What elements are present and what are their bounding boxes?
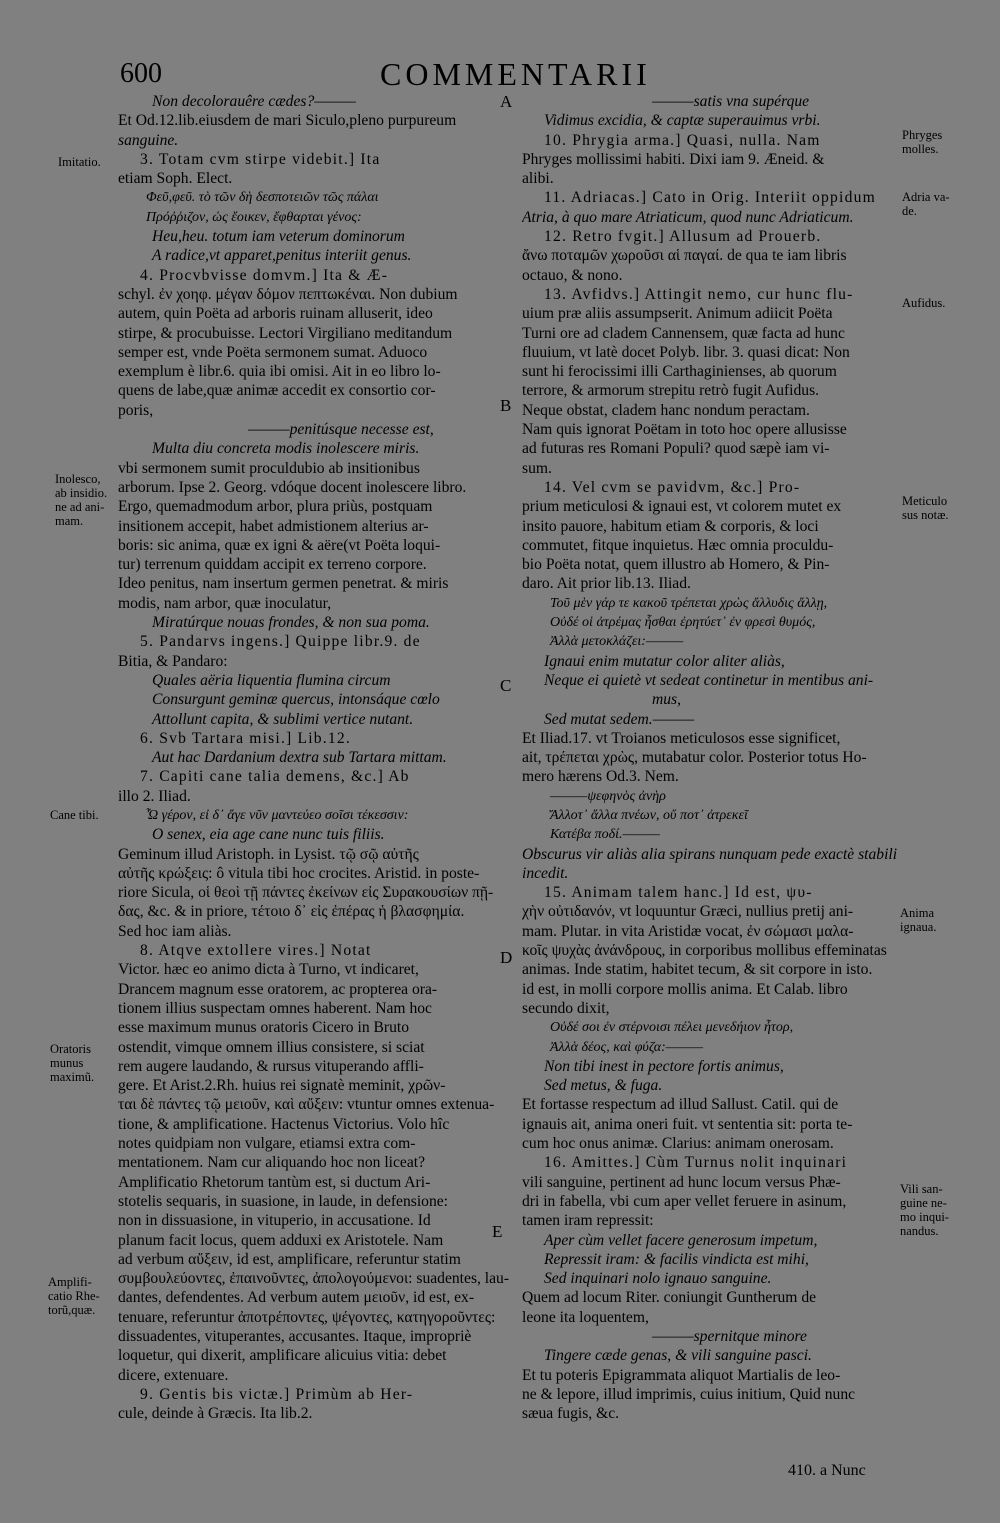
text-line: uium præ aliis assumpserit. Animum adiicit Poëta xyxy=(522,305,833,323)
text-line: 6. Svb Tartara misi.] Lib.12. xyxy=(140,729,351,747)
text-line: Οὐδέ οἱ ἀτρέμας ἧσθαι ἐρητύετ᾽ ἐν φρεσὶ θυμός, xyxy=(550,615,816,631)
text-line: sum. xyxy=(522,459,552,477)
section-letter: E xyxy=(492,1222,503,1241)
text-line: Φεῦ,φεῦ. τὸ τῶν δὴ δεσποτειῶν τῶς πάλαι xyxy=(146,190,379,206)
text-line: Ἀλλὰ μετοκλάζει:——— xyxy=(550,634,684,650)
text-line: ———spernitque minore xyxy=(652,1328,807,1345)
text-line: vili sanguine, pertinent ad hunc locum versus Phæ- xyxy=(522,1173,841,1191)
text-line: Τοῦ μὲν γάρ τε κακοῦ τρέπεται χρὼς ἄλλυδις ἄλλῃ, xyxy=(550,595,828,611)
section-letter: B xyxy=(500,396,512,415)
text-line: 11. Adriacas.] Cato in Orig. Interiit oppidum xyxy=(544,189,876,207)
text-line: Οὐδέ σοι ἐν στέρνοισι πέλει μενεδήιον ἦτορ, xyxy=(550,1020,794,1036)
text-line: prium meticulosi & ignaui est, vt colorem mutet ex xyxy=(522,498,842,516)
text-line: Ergo, quemadmodum arbor, plura priùs, postquam xyxy=(118,498,433,516)
text-line: mus, xyxy=(652,691,682,709)
text-line: Heu,heu. totum iam veterum dominorum xyxy=(152,228,405,246)
text-line: dicere, extenuare. xyxy=(118,1366,229,1384)
text-line: Quales aëria liquentia flumina circum xyxy=(152,671,391,689)
text-line: planum facit locus, quem adduxi ex Aristotele. Nam xyxy=(118,1231,444,1249)
text-line: Ὦ γέρον, εἰ δ᾽ ἄγε νῦν μαντεύεο σοῖσι τέκεσσιν: xyxy=(146,807,409,823)
text-line: alibi. xyxy=(522,170,554,188)
text-line: Multa diu concreta modis inolescere miris. xyxy=(152,440,420,458)
text-line: ———penitúsque necesse est, xyxy=(248,421,434,439)
text-line: tamen iram repressit: xyxy=(522,1212,654,1230)
text-line: συμβουλεύοντες, ἐπαινοῦντες, ἀπολογούμενοι: suadentes, lau- xyxy=(118,1270,510,1288)
text-line: modis, nam arbor, quæ inoculatur, xyxy=(118,594,332,612)
right-column xyxy=(522,92,900,1423)
text-line: stirpe, & procubuisse. Lectori Virgiliano meditandum xyxy=(118,324,453,342)
text-line: 9. Gentis bis victæ.] Primùm ab Her- xyxy=(140,1385,414,1403)
text-line: Attollunt capita, & sublimi vertice nutant. xyxy=(152,710,414,728)
text-line: rem augere laudando, & rursus vituperando affli- xyxy=(118,1057,424,1075)
text-line: Non tibi inest in pectore fortis animus, xyxy=(544,1057,784,1075)
text-line: ostendit, vimque omnem illius consistere, si sciat xyxy=(118,1038,425,1056)
text-line: Sed inquinari nolo ignauo sanguine. xyxy=(544,1270,772,1288)
text-line: gere. Et Arist.2.Rh. huius rei signatè meminit, χρῶν- xyxy=(118,1077,446,1095)
text-line: sunt hi ferocissimi illi Carthaginienses, ab quorum xyxy=(522,363,837,381)
text-line: Amplificatio Rhetorum tantùm est, si ductum Ari- xyxy=(118,1173,431,1191)
text-line: Bitia, & Pandaro: xyxy=(118,652,228,670)
text-line: Ignaui enim mutatur color aliter aliàs, xyxy=(544,652,785,670)
text-line: Et fortasse respectum ad illud Sallust. Catil. qui de xyxy=(522,1096,839,1114)
text-line: ———ψεφηνὸς ἀνὴρ xyxy=(550,788,666,804)
text-line: mentationem. Nam cur aliquando hoc non liceat? xyxy=(118,1154,426,1172)
margin-note: Oratoris munus maximũ. xyxy=(50,1042,95,1084)
text-line: Ἀλλὰ δέος, καὶ φύζα:——— xyxy=(550,1039,704,1055)
text-line: 14. Vel cvm se pavidvm, &c.] Pro- xyxy=(544,478,801,496)
text-line: sanguine. xyxy=(118,131,179,149)
text-line: exemplum è libr.6. quia ibi omisi. Ait in eo libro lo- xyxy=(118,363,441,381)
text-line: notes quidpiam non vulgare, etiamsi extra com- xyxy=(118,1135,416,1153)
margin-note: Cane tibi. xyxy=(50,808,99,822)
text-line: Miratúrque nouas frondes, & non sua poma. xyxy=(152,614,430,632)
text-line: 15. Animam talem hanc.] Id est, ψυ- xyxy=(544,884,813,902)
margin-note: Inolesco, ab insidio. ne ad ani-mam. xyxy=(55,472,108,528)
text-line: daro. Ait prior lib.13. Iliad. xyxy=(522,575,691,593)
text-line: ne & lepore, illud imprimis, cuius initium, Quid nunc xyxy=(522,1385,856,1403)
text-line: κοῖς ψυχὰς ἀνάνδρους, in corporibus mollibus effeminatas xyxy=(522,942,887,960)
text-line: esse maximum munus oratoris Cicero in Bruto xyxy=(118,1019,410,1037)
text-line: Ideo penitus, nam insertum germen penetrat. & miris xyxy=(118,575,449,593)
margin-note: Amplifi-catio Rhe-torũ,quæ. xyxy=(48,1275,100,1317)
text-line: Phryges mollissimi habiti. Dixi iam 9. Æneid. & xyxy=(522,150,825,168)
text-line: ται δὲ πάντες τῷ μειοῦν, καὶ αὔξειν: vtuntur omnes extenua- xyxy=(118,1096,495,1114)
text-line: leone ita loquentem, xyxy=(522,1308,649,1326)
text-line: Quem ad locum Riter. coniungit Guntherum de xyxy=(522,1289,817,1307)
text-line: incedit. xyxy=(522,864,569,882)
text-line: ait, τρέπεται χρὼς, mutabatur color. Posterior totus Ho- xyxy=(522,749,867,767)
text-line: tenuare, referuntur ἀποτρέποντες, ψέγοντες, κατηγοροῦντες: xyxy=(118,1308,496,1326)
running-head: COMMENTARII xyxy=(380,56,651,92)
text-line: id est, in molli corpore mollis anima. Et Calab. libro xyxy=(522,980,848,998)
margin-note: Vili san-guine ne-mo inqui-nandus. xyxy=(900,1182,949,1238)
text-line: commutet, fitque inquietus. Hæc omnia proculdu- xyxy=(522,536,834,554)
section-letter: C xyxy=(500,676,512,695)
text-line: Non decolorauêre cædes?——— xyxy=(152,93,356,110)
text-line: mero hærens Od.3. Nem. xyxy=(522,768,679,786)
text-line: boris: sic anima, quæ ex igni & aëre(vt Poëta loqui- xyxy=(118,536,441,554)
text-line: vbi sermonem sumit proculdubio ab insitionibus xyxy=(118,459,420,477)
text-line: non in dissuasione, in vituperio, in accusatione. Id xyxy=(118,1212,431,1230)
margin-note: Meticulo sus notæ. xyxy=(902,494,949,522)
text-line: 10. Phrygia arma.] Quasi, nulla. Nam xyxy=(544,131,821,149)
margin-note: Aufidus. xyxy=(902,296,946,310)
text-line: Repressit iram: & facilis vindicta est mihi, xyxy=(544,1250,809,1268)
text-line: Sed hoc iam aliàs. xyxy=(118,922,232,940)
text-line: tionem illius suspectam omnes haberent. Nam hoc xyxy=(118,999,432,1017)
margin-note: Phryges molles. xyxy=(902,128,943,156)
text-line: etiam Soph. Elect. xyxy=(118,170,233,188)
text-line: Neque obstat, cladem hanc nondum peractam. xyxy=(522,401,810,419)
text-line: fluuium, vt latè docet Polyb. libr. 3. quasi dicat: Non xyxy=(522,343,850,361)
text-line: ἄνω ποταμῶν χωροῦσι αἱ παγαί. de qua te iam libris xyxy=(522,247,847,265)
text-line: schyl. ἐν χοηφ. μέγαν δόμον πεπτωκέναι. Non dubium xyxy=(118,285,458,303)
text-line: Aut hac Dardanium dextra sub Tartara mittam. xyxy=(152,749,447,767)
text-line: 4. Procvbvisse domvm.] Ita & Æ- xyxy=(140,266,389,284)
margin-note: Adria va-de. xyxy=(902,190,950,218)
text-line: insitionem accepit, habet admistionem alterius ar- xyxy=(118,517,429,535)
text-line: dantes, defendentes. Ad verbum autem μειοῦν, id est, ex- xyxy=(118,1289,475,1307)
text-line: 12. Retro fvgit.] Allusum ad Prouerb. xyxy=(544,228,822,246)
text-line: Πρόῤῥιζον, ὡς ἔοικεν, ἔφθαρται γένος: xyxy=(146,209,362,225)
text-line: secundo dixit, xyxy=(522,999,610,1017)
text-line: αὐτῆς κρώξεις: ô vitula tibi hoc crocites. Aristid. in poste- xyxy=(118,864,480,882)
text-line: mam. Plutar. in vita Aristidæ vocat, ἐν σώμασι μαλα- xyxy=(522,922,854,940)
text-line: χὴν οὐτιδανόν, vt loquuntur Græci, nullius pretij ani- xyxy=(522,903,854,921)
text-line: poris, xyxy=(118,401,154,419)
text-line: tur) terrenum quiddam accipit ex terreno corpore. xyxy=(118,556,427,574)
text-line: cum hoc onus animæ. Clarius: animam onerosam. xyxy=(522,1135,834,1153)
text-line: Obscurus vir aliàs alia spirans nunquam pede exactè stabili xyxy=(522,845,898,863)
text-line: stotelis sequaris, in suasione, in laude, in defensione: xyxy=(118,1192,449,1210)
text-line: dri in fabella, vbi cum aper vellet feruere in asinum, xyxy=(522,1192,847,1210)
text-line: dissuadentes, vituperantes, accusantes. Itaque, impropriè xyxy=(118,1328,472,1345)
text-line: 5. Pandarvs ingens.] Quippe libr.9. de xyxy=(140,633,421,651)
text-line: ad verbum αὔξειν, id est, amplificare, referuntur statim xyxy=(118,1250,461,1268)
section-letter: D xyxy=(500,948,513,967)
text-line: octauo, & nono. xyxy=(522,266,623,284)
text-line: Vidimus excidia, & captæ superauimus vrbi. xyxy=(544,112,821,130)
text-line: 3. Totam cvm stirpe videbit.] Ita xyxy=(140,150,381,168)
text-line: illo 2. Iliad. xyxy=(118,787,191,805)
text-line: 13. Avfidvs.] Attingit nemo, cur hunc flu- xyxy=(544,285,854,303)
page-number: 600 xyxy=(120,58,162,89)
text-line: Et Od.12.lib.eiusdem de mari Siculo,pleno purpureum xyxy=(118,112,457,130)
text-line: Victor. hæc eo animo dicta à Turno, vt indicaret, xyxy=(118,961,419,979)
text-line: Et Iliad.17. vt Troianos meticulosos esse significet, xyxy=(522,729,841,747)
text-line: terrore, & armorum strepitu retrò fugit Aufidus. xyxy=(522,382,820,400)
text-line: Sed metus, & fuga. xyxy=(544,1077,663,1095)
text-line: Et tu poteris Epigrammata aliquot Martialis de leo- xyxy=(522,1366,841,1384)
text-line: Atria, à quo mare Atriaticum, quod nunc Adriaticum. xyxy=(522,208,854,226)
text-line: A radice,vt apparet,penitus interiit genus. xyxy=(152,247,412,265)
text-line: Drancem magnum esse oratorem, ac propterea ora- xyxy=(118,980,438,998)
text-line: ad futuras res Romani Populi? quod sæpè iam vi- xyxy=(522,440,830,458)
text-line: bio Poëta notat, quem illustro ab Homero, & Pin- xyxy=(522,556,830,574)
text-line: sæua fugis, &c. xyxy=(522,1405,620,1423)
text-line: δας, &c. & in priore, τέτοιο δ᾽ εἰς ἐπέρας ἡ βλασφημία. xyxy=(118,903,465,921)
catchword: 410. a Nunc xyxy=(788,1462,866,1479)
margin-note: Imitatio. xyxy=(58,155,101,169)
text-line: animas. Inde statim, habitet tecum, & sit corpore in isto. xyxy=(522,961,873,979)
text-line: Turni ore ad cladem Cannensem, quæ facta ad hunc xyxy=(522,324,845,342)
text-line: insito pauore, habitum etiam & corporis, & loci xyxy=(522,517,819,535)
text-line: riore Sicula, οἱ θεοὶ τῇ πάντες ἐκείνων εἰς Συρακουσίων πῇ- xyxy=(118,884,494,902)
text-line: 7. Capiti cane talia demens, &c.] Ab xyxy=(140,768,410,786)
margin-note: Anima ignaua. xyxy=(900,906,937,934)
text-line: quens de labe,quæ animæ accedit ex consortio cor- xyxy=(118,382,436,400)
text-line: Κατέβα ποδί.——— xyxy=(550,827,660,843)
section-letter: A xyxy=(500,92,513,111)
left-column xyxy=(118,92,513,1423)
text-line: 8. Atqve extollere vires.] Notat xyxy=(140,942,372,960)
text-line: Aper cùm vellet facere generosum impetum, xyxy=(544,1231,818,1249)
text-line: ———satis vna supérque xyxy=(652,93,810,110)
text-line: Neque ei quietè vt sedeat continetur in mentibus ani- xyxy=(544,671,874,689)
text-line: Consurgunt geminæ quercus, intonsáque cœlo xyxy=(152,691,440,709)
text-line: O senex, eia age cane nunc tuis filiis. xyxy=(152,826,385,844)
text-line: ignauis ait, anima oneri fuit. vt sententia sit: porta te- xyxy=(522,1115,853,1133)
text-line: 16. Amittes.] Cùm Turnus nolit inquinari xyxy=(544,1154,848,1172)
text-line: Geminum illud Aristoph. in Lysist. τῷ σῷ αὐτῆς xyxy=(118,845,419,863)
text-line: autem, quin Poëta ad arboris ruinam alluserit, ideo xyxy=(118,305,433,323)
text-line: arborum. Ipse 2. Georg. vdóque docent inolescere libro. xyxy=(118,478,467,496)
text-line: tione, & amplificatione. Hactenus Victorius. Volo hîc xyxy=(118,1115,450,1133)
text-line: Sed mutat sedem.——— xyxy=(544,710,695,728)
text-line: semper est, vnde Poëta sermonem sumat. Aduoco xyxy=(118,343,428,361)
text-line: Ἄλλοτ᾽ ἄλλα πνέων, οὔ ποτ᾽ ἀτρεκεῖ xyxy=(550,807,748,823)
text-line: loquetur, qui dixerit, amplificare alicuius vitia: debet xyxy=(118,1347,447,1365)
text-line: Tingere cæde genas, & vili sanguine pasci. xyxy=(544,1347,812,1365)
text-line: Nam quis ignorat Poëtam in toto hoc opere allusisse xyxy=(522,421,847,439)
text-line: cule, deinde à Græcis. Ita lib.2. xyxy=(118,1405,313,1423)
